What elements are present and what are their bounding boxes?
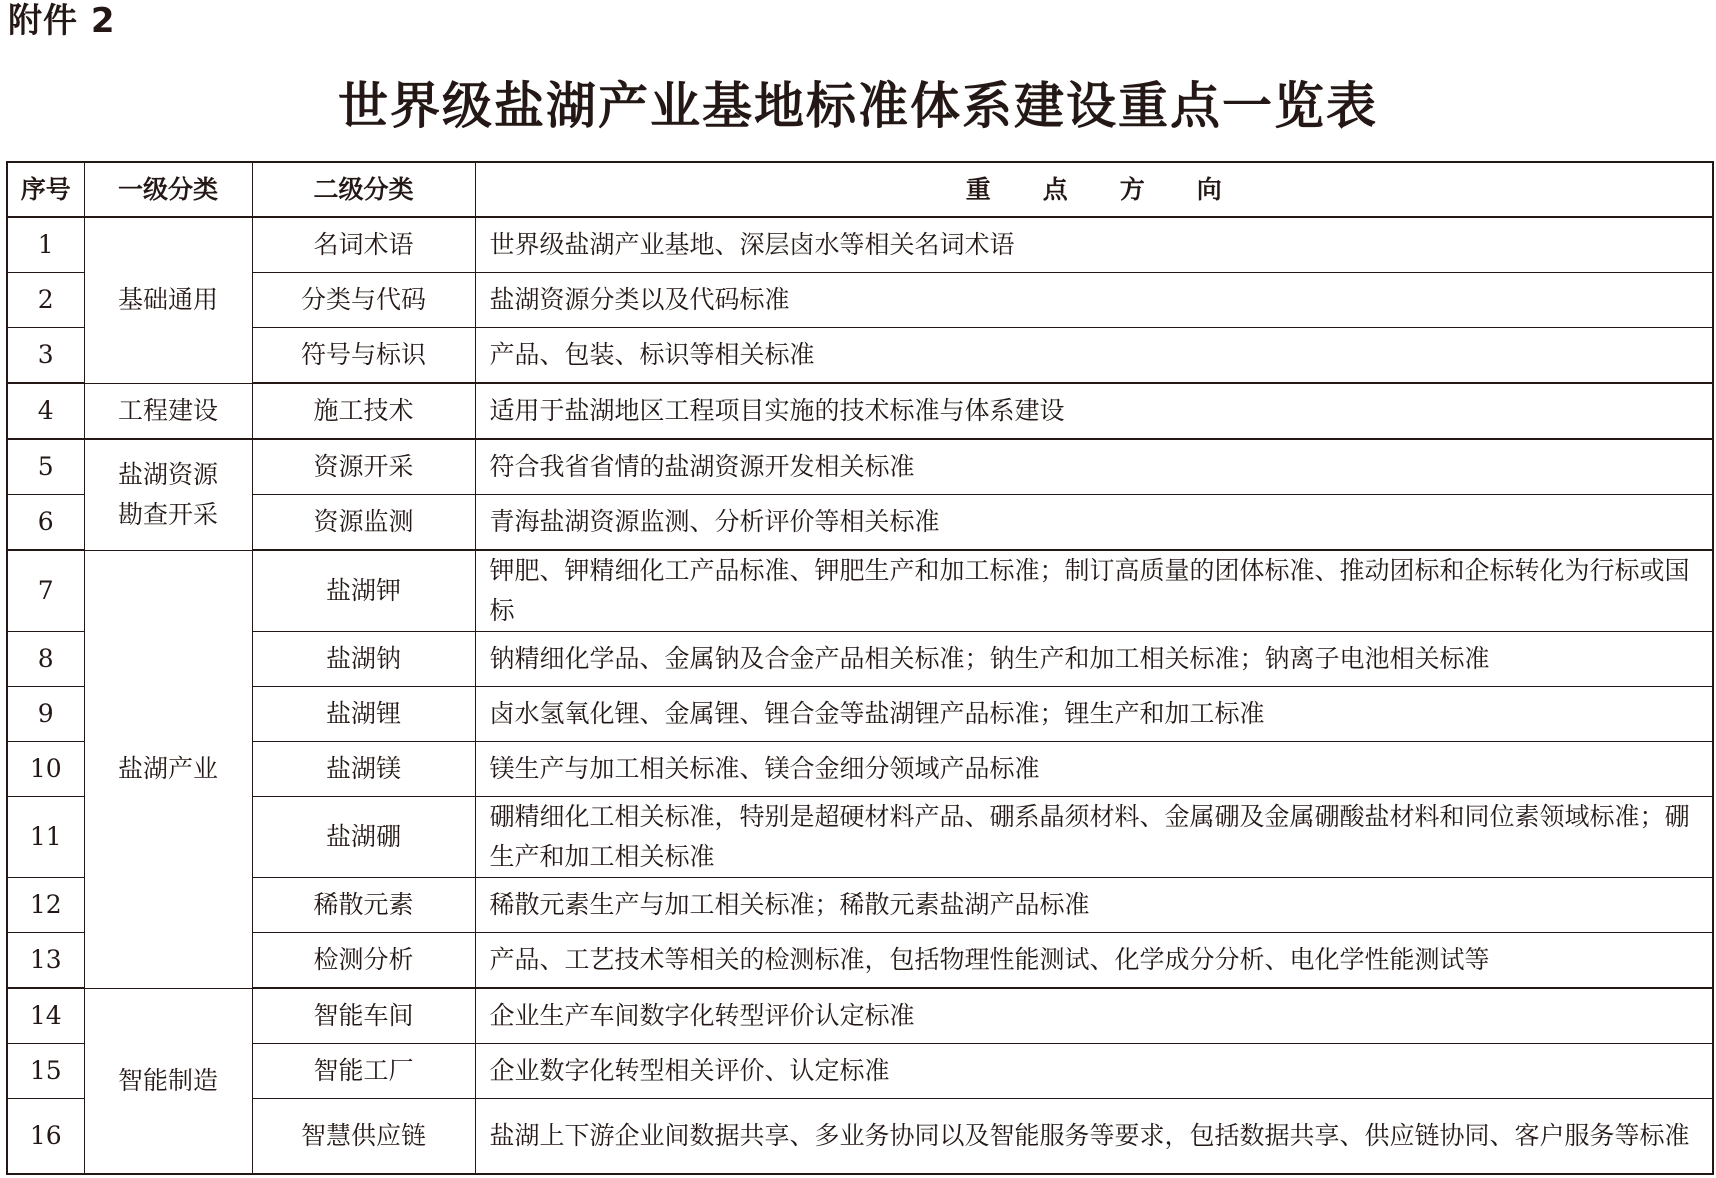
level2-category: 名词术语 <box>252 217 475 273</box>
table-row <box>7 550 1713 632</box>
row-number: 1 <box>7 217 84 273</box>
table-row <box>7 328 1713 384</box>
focus-direction: 稀散元素生产与加工相关标准；稀散元素盐湖产品标准 <box>475 878 1713 933</box>
row-number: 13 <box>7 933 84 989</box>
level2-category: 稀散元素 <box>252 878 475 933</box>
focus-direction: 企业数字化转型相关评价、认定标准 <box>475 1044 1713 1099</box>
focus-direction: 企业生产车间数字化转型评价认定标准 <box>475 988 1713 1044</box>
level2-category: 智能车间 <box>252 988 475 1044</box>
focus-direction: 青海盐湖资源监测、分析评价等相关标准 <box>475 495 1713 551</box>
level2-category: 盐湖硼 <box>252 797 475 878</box>
row-number: 14 <box>7 988 84 1044</box>
table-row <box>7 1044 1713 1099</box>
row-number: 3 <box>7 328 84 384</box>
table-row <box>7 687 1713 742</box>
level2-category: 检测分析 <box>252 933 475 989</box>
focus-direction: 产品、包装、标识等相关标准 <box>475 328 1713 384</box>
table-row <box>7 933 1713 989</box>
row-number: 15 <box>7 1044 84 1099</box>
level2-category: 智慧供应链 <box>252 1099 475 1175</box>
focus-direction: 符合我省省情的盐湖资源开发相关标准 <box>475 439 1713 495</box>
header-level1: 一级分类 <box>84 162 252 217</box>
level2-category: 符号与标识 <box>252 328 475 384</box>
focus-direction: 盐湖资源分类以及代码标准 <box>475 273 1713 328</box>
level2-category: 资源开采 <box>252 439 475 495</box>
focus-direction: 钠精细化学品、金属钠及合金产品相关标准；钠生产和加工相关标准；钠离子电池相关标准 <box>475 632 1713 687</box>
row-number: 9 <box>7 687 84 742</box>
table-row <box>7 495 1713 551</box>
table-row <box>7 742 1713 797</box>
level2-category: 资源监测 <box>252 495 475 551</box>
row-number: 12 <box>7 878 84 933</box>
focus-direction: 钾肥、钾精细化工产品标准、钾肥生产和加工标准；制订高质量的团体标准、推动团标和企标转化为行标或国标 <box>475 550 1713 632</box>
level1-category: 基础通用 <box>84 217 252 383</box>
row-number: 2 <box>7 273 84 328</box>
focus-direction: 产品、工艺技术等相关的检测标准，包括物理性能测试、化学成分分析、电化学性能测试等 <box>475 933 1713 989</box>
level1-category: 工程建设 <box>84 383 252 439</box>
level2-category: 盐湖钠 <box>252 632 475 687</box>
level1-category: 智能制造 <box>84 988 252 1174</box>
focus-direction: 镁生产与加工相关标准、镁合金细分领域产品标准 <box>475 742 1713 797</box>
standards-table <box>6 161 1714 1175</box>
table-row <box>7 878 1713 933</box>
document-title: 世界级盐湖产业基地标准体系建设重点一览表 <box>338 77 1378 135</box>
table-row <box>7 1099 1713 1175</box>
focus-direction: 适用于盐湖地区工程项目实施的技术标准与体系建设 <box>475 383 1713 439</box>
row-number: 4 <box>7 383 84 439</box>
level2-category: 盐湖锂 <box>252 687 475 742</box>
row-number: 11 <box>7 797 84 878</box>
level2-category: 盐湖镁 <box>252 742 475 797</box>
level1-category: 盐湖产业 <box>84 550 252 988</box>
level2-category: 智能工厂 <box>252 1044 475 1099</box>
level2-category: 施工技术 <box>252 383 475 439</box>
table-row <box>7 383 1713 439</box>
table-row <box>7 273 1713 328</box>
attachment-label: 附件 2 <box>8 1 116 41</box>
row-number: 10 <box>7 742 84 797</box>
level2-category: 分类与代码 <box>252 273 475 328</box>
row-number: 16 <box>7 1099 84 1175</box>
focus-direction: 盐湖上下游企业间数据共享、多业务协同以及智能服务等要求，包括数据共享、供应链协同、客户服务等标准 <box>475 1099 1713 1175</box>
focus-direction: 世界级盐湖产业基地、深层卤水等相关名词术语 <box>475 217 1713 273</box>
row-number: 8 <box>7 632 84 687</box>
table-row <box>7 988 1713 1044</box>
level2-category: 盐湖钾 <box>252 550 475 632</box>
row-number: 7 <box>7 550 84 632</box>
row-number: 6 <box>7 495 84 551</box>
header-row <box>7 162 1713 217</box>
table-row <box>7 632 1713 687</box>
table-row <box>7 217 1713 273</box>
row-number: 5 <box>7 439 84 495</box>
focus-direction: 卤水氢氧化锂、金属锂、锂合金等盐湖锂产品标准；锂生产和加工标准 <box>475 687 1713 742</box>
header-level2: 二级分类 <box>252 162 475 217</box>
header-no: 序号 <box>7 162 84 217</box>
level1-category: 盐湖资源 勘查开采 <box>84 439 252 550</box>
table-row <box>7 797 1713 878</box>
table-row <box>7 439 1713 495</box>
focus-direction: 硼精细化工相关标准，特别是超硬材料产品、硼系晶须材料、金属硼及金属硼酸盐材料和同位素领域标准；硼生产和加工相关标准 <box>475 797 1713 878</box>
header-direction: 重 点 方 向 <box>475 162 1713 217</box>
